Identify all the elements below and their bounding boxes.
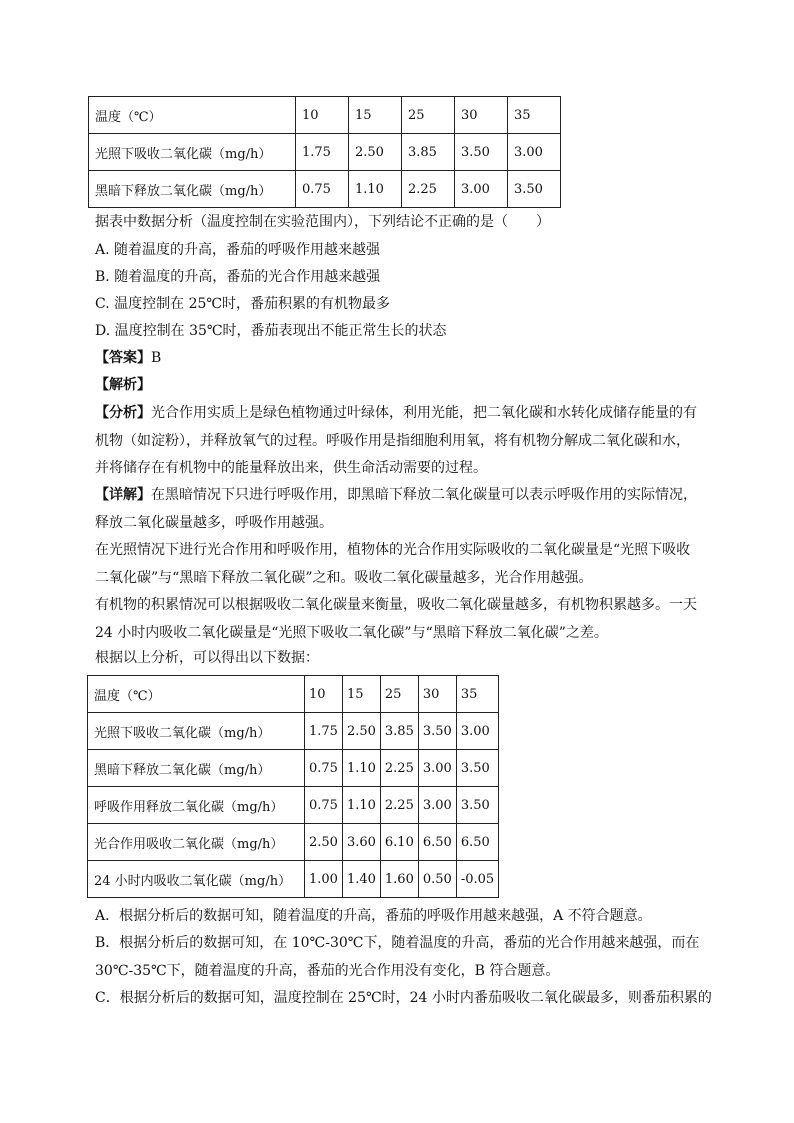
table-cell: 25 (402, 97, 455, 134)
paragraph-fenxi (95, 400, 701, 483)
table-cell: 0.75 (305, 750, 343, 787)
table-cell: 35 (508, 97, 561, 134)
analysis-tag: 【解析】 (95, 377, 151, 393)
paragraph-photosynthesis: 在光照情况下进行光合作用和呼吸作用，植物体的光合作用实际吸收的二氧化碳量是“光照下吸收二氧化碳”与“黑暗下释放二氧化碳”之和。吸收二氧化碳量越多，光合作用越强。 (95, 542, 691, 586)
fenxi-tag: 【分析】 (95, 405, 151, 421)
paragraph-xiangjie (95, 482, 701, 537)
option-a: A. 随着温度的升高，番茄的呼吸作用越来越强 (95, 242, 381, 258)
table-cell: 黑暗下释放二氧化碳（mg/h） (89, 171, 296, 208)
table-header-row (89, 97, 561, 134)
table-cell: 3.50 (455, 134, 508, 171)
option-d: D. 温度控制在 35℃时，番茄表现出不能正常生长的状态 (95, 323, 447, 339)
table-cell: 光照下吸收二氧化碳（mg/h） (89, 134, 296, 171)
table-cell: 3.50 (508, 171, 561, 208)
table-cell: 3.50 (456, 750, 498, 787)
table-cell: 2.50 (305, 824, 343, 861)
table-cell: 1.10 (342, 750, 380, 787)
answer-line (95, 348, 161, 368)
table-cell: 3.85 (402, 134, 455, 171)
xiangjie-tag: 【详解】 (95, 487, 151, 503)
table-cell: 10 (296, 97, 349, 134)
table-cell: 1.75 (305, 713, 343, 750)
table-row (88, 750, 499, 787)
paragraph-option-b: B．根据分析后的数据可知，在 10℃-30℃下，随着温度的升高，番茄的光合作用越来越强，而在 30℃-35℃下，随着温度的升高，番茄的光合作用没有变化，B 符合题意。 (95, 935, 700, 979)
table-cell: 3.60 (342, 824, 380, 861)
table-cell: 2.50 (349, 134, 402, 171)
paragraph-lead: 根据以上分析，可以得出以下数据： (95, 650, 319, 666)
table-header-row (88, 676, 499, 713)
table-row (88, 787, 499, 824)
table-cell: 1.75 (296, 134, 349, 171)
table-cell: 1.10 (342, 787, 380, 824)
table-cell: 15 (349, 97, 402, 134)
table-cell: 3.50 (418, 713, 456, 750)
question-text: 据表中数据分析（温度控制在实验范围内），下列结论不正确的是（ ） (95, 214, 550, 230)
table-cell: 1.10 (349, 171, 402, 208)
table-cell: 25 (380, 676, 418, 713)
table-row (89, 134, 561, 171)
data-table-2 (87, 675, 499, 898)
table-cell: 黑暗下释放二氧化碳（mg/h） (88, 750, 305, 787)
table-cell: 3.00 (418, 750, 456, 787)
table-cell: 3.00 (455, 171, 508, 208)
table-cell: 3.00 (456, 713, 498, 750)
table-row (88, 713, 499, 750)
table-cell: 6.10 (380, 824, 418, 861)
table-cell: 6.50 (418, 824, 456, 861)
xiangjie-text: 在黑暗情况下只进行呼吸作用，即黑暗下释放二氧化碳量可以表示呼吸作用的实际情况，释放二氧化碳量越多，呼吸作用越强。 (95, 487, 697, 531)
table-cell: 1.00 (305, 861, 343, 898)
data-table-1 (88, 96, 561, 208)
table-cell: 1.60 (380, 861, 418, 898)
table-cell: 35 (456, 676, 498, 713)
answer-value: B (151, 350, 162, 366)
table-cell: 6.50 (456, 824, 498, 861)
table-cell: 30 (455, 97, 508, 134)
table-cell: 3.00 (418, 787, 456, 824)
table-cell: 光照下吸收二氧化碳（mg/h） (88, 713, 305, 750)
table-cell: 30 (418, 676, 456, 713)
paragraph-accumulation: 有机物的积累情况可以根据吸收二氧化碳量来衡量，吸收二氧化碳量越多，有机物积累越多。一天 24 小时内吸收二氧化碳量是“光照下吸收二氧化碳”与“黑暗下释放二氧化碳”之差。 (95, 597, 697, 641)
table-cell: 2.50 (342, 713, 380, 750)
table-cell: -0.05 (456, 861, 498, 898)
table-cell: 光合作用吸收二氧化碳（mg/h） (88, 824, 305, 861)
table-cell: 0.75 (305, 787, 343, 824)
option-c: C. 温度控制在 25℃时，番茄积累的有机物最多 (95, 296, 391, 312)
table-cell: 24 小时内吸收二氧化碳（mg/h） (88, 861, 305, 898)
table-cell: 2.25 (380, 787, 418, 824)
answer-tag: 【答案】 (95, 350, 151, 366)
table-cell: 3.85 (380, 713, 418, 750)
table-cell: 1.40 (342, 861, 380, 898)
table-cell: 温度（℃） (88, 676, 305, 713)
table-cell: 呼吸作用释放二氧化碳（mg/h） (88, 787, 305, 824)
fenxi-text: 光合作用实质上是绿色植物通过叶绿体，利用光能，把二氧化碳和水转化成储存能量的有机物（如淀粉），并释放氧气的过程。呼吸作用是指细胞利用氧，将有机物分解成二氧化碳和水，并将储存在有机物中的能量释放出来，供生命活动需要的过程。 (95, 405, 697, 476)
table-cell: 0.50 (418, 861, 456, 898)
table-cell: 3.50 (456, 787, 498, 824)
option-b: B. 随着温度的升高，番茄的光合作用越来越强 (95, 269, 381, 285)
table-cell: 2.25 (380, 750, 418, 787)
table-row (89, 171, 561, 208)
table-cell: 温度（℃） (89, 97, 296, 134)
table-cell: 0.75 (296, 171, 349, 208)
table-cell: 10 (305, 676, 343, 713)
paragraph-option-c: C．根据分析后的数据可知，温度控制在 25℃时，24 小时内番茄吸收二氧化碳最多，则番茄积累的 (95, 990, 712, 1006)
analysis-heading (95, 375, 151, 395)
table-row (88, 861, 499, 898)
paragraph-option-a: A．根据分析后的数据可知，随着温度的升高，番茄的呼吸作用越来越强，A 不符合题意。 (95, 908, 652, 924)
table-cell: 15 (342, 676, 380, 713)
table-cell: 3.00 (508, 134, 561, 171)
table-row (88, 824, 499, 861)
table-cell: 2.25 (402, 171, 455, 208)
